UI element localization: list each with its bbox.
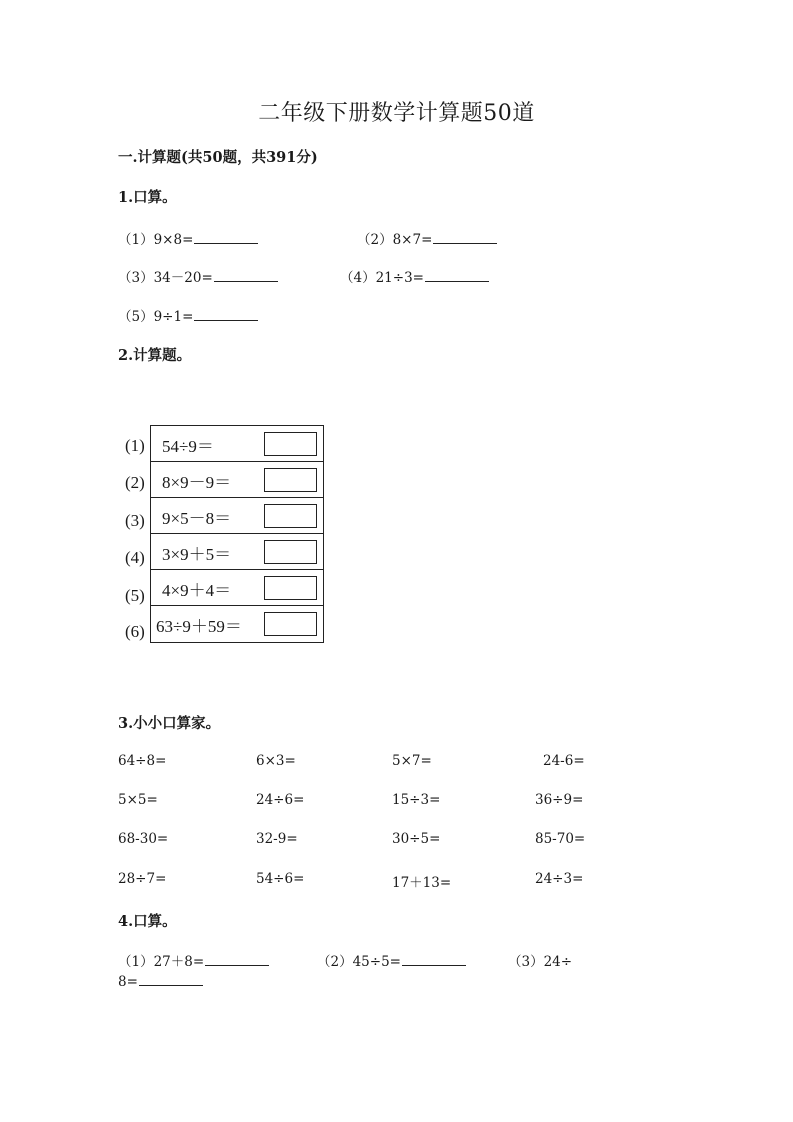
table-row [151, 498, 323, 534]
oral-item: 85-70= [535, 831, 586, 847]
oral-item: 5×5= [118, 792, 158, 808]
answer-box[interactable] [264, 432, 317, 456]
q4-item-3-cont-text: 8= [118, 974, 138, 990]
answer-blank[interactable] [425, 268, 489, 282]
question-1-header: 1.口算。 [118, 189, 177, 206]
oral-item: 24-6= [543, 753, 585, 769]
table-row [151, 606, 323, 642]
oral-item: 24÷6= [256, 792, 305, 808]
table-row [151, 570, 323, 606]
answer-blank[interactable] [214, 268, 278, 282]
question-2-header: 2.计算题。 [118, 347, 192, 364]
q1-item-3-text: （3）34－20= [118, 270, 213, 286]
oral-item: 5×7= [392, 753, 432, 769]
answer-box[interactable] [264, 540, 317, 564]
answer-box[interactable] [264, 468, 317, 492]
row-number: (2) [125, 473, 145, 492]
q4-item-1 [118, 950, 269, 970]
section-header: 一.计算题(共50题，共391分) [118, 149, 318, 166]
row-number: (1) [125, 436, 145, 455]
expression: 54÷9＝ [162, 437, 214, 456]
table-row [151, 426, 323, 462]
oral-item: 54÷6= [256, 871, 305, 887]
q1-item-5-text: （5）9÷1= [118, 309, 194, 325]
table-row [151, 462, 323, 498]
answer-box[interactable] [264, 576, 317, 600]
oral-item: 6×3= [256, 753, 296, 769]
table-row [151, 534, 323, 570]
q1-item-2-text: （2）8×7= [357, 232, 433, 248]
q1-item-5 [118, 305, 258, 325]
q1-item-1-text: （1）9×8= [118, 232, 194, 248]
expression: 63÷9＋59＝ [156, 617, 242, 636]
oral-item: 64÷8= [118, 753, 167, 769]
row-number: (4) [125, 548, 145, 567]
question-3-header: 3.小小口算家。 [118, 715, 221, 732]
expression: 3×9＋5＝ [162, 545, 232, 564]
q4-item-3: （3）24÷ [508, 954, 573, 970]
question-4-header: 4.口算。 [118, 913, 177, 930]
answer-blank[interactable] [205, 952, 269, 966]
oral-item: 15÷3= [392, 792, 441, 808]
oral-item: 36÷9= [535, 792, 584, 808]
answer-blank[interactable] [194, 307, 258, 321]
q1-item-4 [340, 266, 489, 286]
answer-blank[interactable] [433, 230, 497, 244]
oral-item: 68-30= [118, 831, 169, 847]
answer-box[interactable] [264, 504, 317, 528]
expression: 4×9＋4＝ [162, 581, 232, 600]
oral-item: 24÷3= [535, 871, 584, 887]
answer-blank[interactable] [194, 230, 258, 244]
q1-item-2 [357, 228, 497, 248]
row-number: (3) [125, 511, 145, 530]
calculation-table [150, 425, 324, 643]
row-number: (5) [125, 586, 145, 605]
answer-blank[interactable] [139, 972, 203, 986]
q1-item-4-text: （4）21÷3= [340, 270, 424, 286]
oral-item: 28÷7= [118, 871, 167, 887]
expression: 8×9－9＝ [162, 473, 232, 492]
page-title: 二年级下册数学计算题50道 [258, 101, 535, 126]
oral-item: 32-9= [256, 831, 298, 847]
q4-item-2 [317, 950, 466, 970]
q1-item-1 [118, 228, 258, 248]
answer-box[interactable] [264, 612, 317, 636]
answer-blank[interactable] [402, 952, 466, 966]
q4-item-3-cont [118, 972, 203, 990]
q1-item-3 [118, 266, 278, 286]
q4-item-1-text: （1）27＋8= [118, 954, 205, 970]
q4-item-2-text: （2）45÷5= [317, 954, 401, 970]
row-number: (6) [125, 622, 145, 641]
oral-item: 17＋13= [392, 875, 452, 891]
expression: 9×5－8＝ [162, 509, 232, 528]
oral-item: 30÷5= [392, 831, 441, 847]
